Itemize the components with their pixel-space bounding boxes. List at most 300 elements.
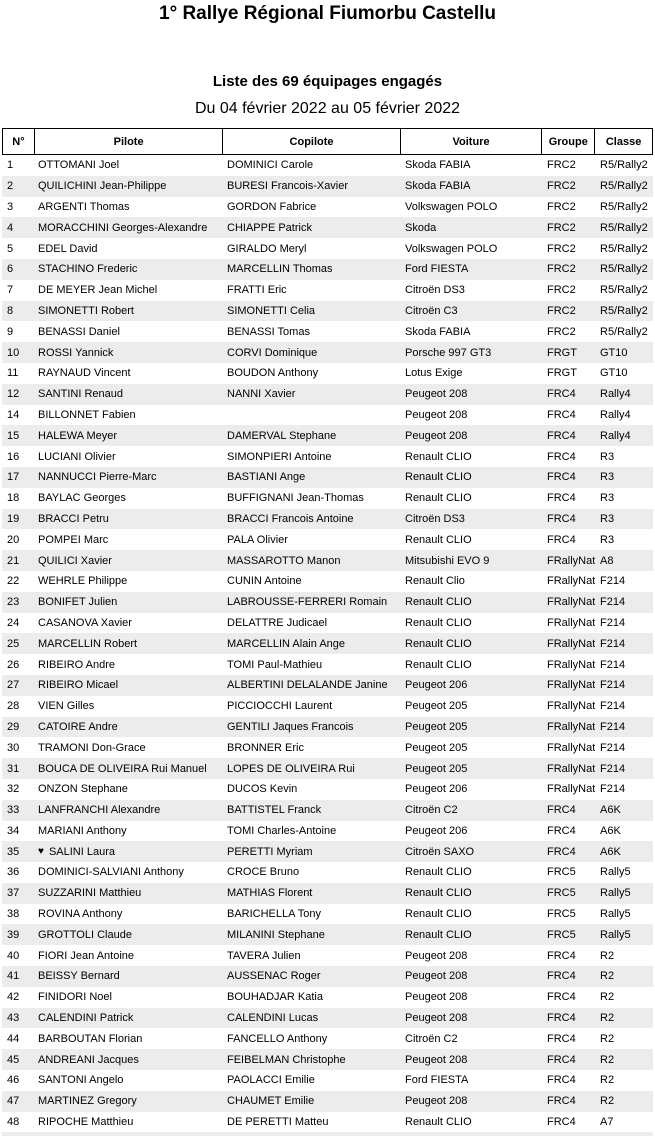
cell-pilote — [33, 263, 222, 275]
cell-classe — [595, 659, 653, 671]
pilote-name: QUILICI Xavier — [38, 554, 112, 567]
pilote-name: POMPEI Marc — [38, 533, 109, 546]
pilote-name: BARBOUTAN Florian — [38, 1032, 143, 1045]
pilote-name: RIBEIRO Andre — [38, 658, 116, 671]
cell-classe — [595, 638, 653, 650]
class-name: Rally4 — [600, 388, 631, 401]
pilote-name: NANNUCCI Pierre-Marc — [38, 471, 157, 484]
cell-number: 34 — [7, 824, 20, 837]
group-name: FRallyNat — [547, 679, 595, 692]
class-name: F214 — [600, 616, 626, 629]
cell-classe — [595, 180, 653, 192]
cell-voiture — [400, 929, 542, 941]
copilote-name: SIMONPIERI Antoine — [227, 450, 332, 463]
cell-voiture — [400, 367, 542, 379]
copilote-name: ALBERTINI DELALANDE Janine — [227, 679, 388, 692]
cell-classe — [595, 388, 653, 400]
cell-groupe — [542, 222, 595, 234]
cell-number: 42 — [7, 991, 20, 1004]
table-row — [2, 425, 653, 446]
cell-groupe — [542, 575, 595, 587]
column-header-voiture: Voiture — [400, 129, 542, 154]
cell-groupe — [542, 180, 595, 192]
group-name: FRallyNat — [547, 637, 595, 650]
cell-copilote — [222, 430, 400, 442]
group-name: FRC2 — [547, 284, 576, 297]
cell-groupe — [542, 659, 595, 671]
cell-copilote — [222, 326, 400, 338]
cell-pilote — [33, 866, 222, 878]
table-row — [2, 945, 653, 966]
group-name: FRGT — [547, 367, 577, 380]
class-name: R3 — [600, 533, 615, 546]
cell-copilote — [222, 638, 400, 650]
class-name: Rally4 — [600, 408, 631, 421]
table-row — [2, 197, 653, 218]
cell-number: 24 — [7, 616, 20, 629]
cell-groupe — [542, 367, 595, 379]
cell-classe — [595, 347, 653, 359]
cell-classe — [595, 1033, 653, 1045]
cell-groupe — [542, 534, 595, 546]
cell-number: 5 — [7, 242, 14, 255]
class-name: Rally4 — [600, 429, 631, 442]
copilote-name: TOMI Charles-Antoine — [227, 824, 337, 837]
table-row — [2, 1049, 653, 1070]
cell-number: 48 — [7, 1116, 20, 1129]
cell-number: 46 — [7, 1074, 20, 1087]
entry-count-subtitle: Liste des 69 équipages engagés — [212, 73, 443, 90]
cell-classe — [595, 534, 653, 546]
cell-voiture — [400, 555, 542, 567]
cell-number: 25 — [7, 637, 20, 650]
cell-number: 45 — [7, 1053, 20, 1066]
group-name: FRC4 — [547, 492, 576, 505]
car-name: Skoda FABIA — [405, 180, 471, 193]
class-name: F214 — [600, 658, 626, 671]
cell-copilote — [222, 804, 400, 816]
cell-number: 18 — [7, 492, 20, 505]
cell-classe — [595, 1095, 653, 1107]
table-row — [2, 1070, 653, 1091]
cell-groupe — [542, 1054, 595, 1066]
cell-groupe — [542, 1012, 595, 1024]
cell-copilote — [222, 950, 400, 962]
cell-pilote — [33, 1054, 222, 1066]
car-name: Renault CLIO — [405, 533, 472, 546]
group-name: FRC5 — [547, 887, 576, 900]
group-name: FRallyNat — [547, 762, 595, 775]
cell-groupe — [542, 887, 595, 899]
class-name: F214 — [600, 596, 626, 609]
cell-pilote — [33, 575, 222, 587]
pilote-name: WEHRLE Philippe — [38, 575, 128, 588]
cell-pilote — [33, 284, 222, 296]
copilote-name: BENASSI Tomas — [227, 325, 310, 338]
copilote-name: FANCELLO Anthony — [227, 1032, 328, 1045]
cell-classe — [595, 617, 653, 629]
cell-copilote — [222, 846, 400, 858]
cell-number: 31 — [7, 762, 20, 775]
cell-groupe — [542, 970, 595, 982]
cell-classe — [595, 679, 653, 691]
car-name: Peugeot 206 — [405, 824, 468, 837]
car-name: Renault CLIO — [405, 908, 472, 921]
pilote-name: MARTINEZ Gregory — [38, 1095, 137, 1108]
pilote-name: STACHINO Frederic — [38, 263, 138, 276]
car-name: Renault CLIO — [405, 928, 472, 941]
class-name: R2 — [600, 1074, 615, 1087]
copilote-name: DELATTRE Judicael — [227, 616, 328, 629]
car-name: Skoda FABIA — [405, 159, 471, 172]
car-name: Porsche 997 GT3 — [405, 346, 492, 359]
car-name: Renault CLIO — [405, 866, 472, 879]
group-name: FRallyNat — [547, 658, 595, 671]
cell-number: 35 — [7, 845, 20, 858]
table-row — [2, 1091, 653, 1112]
class-name: R5/Rally2 — [600, 242, 648, 255]
cell-number: 11 — [7, 367, 19, 380]
pilote-name: SUZZARINI Matthieu — [38, 887, 142, 900]
cell-groupe — [542, 866, 595, 878]
table-row — [2, 1008, 653, 1029]
cell-pilote — [33, 451, 222, 463]
cell-copilote — [222, 1095, 400, 1107]
car-name: Volkswagen POLO — [405, 242, 498, 255]
cell-pilote — [33, 1074, 222, 1086]
cell-groupe — [542, 617, 595, 629]
cell-classe — [595, 305, 653, 317]
cell-voiture — [400, 575, 542, 587]
cell-pilote — [33, 700, 222, 712]
cell-groupe — [542, 1095, 595, 1107]
class-name: F214 — [600, 637, 626, 650]
class-name: R5/Rally2 — [600, 325, 648, 338]
group-name: FRC4 — [547, 1074, 576, 1087]
copilote-name: LABROUSSE-FERRERI Romain — [227, 596, 388, 609]
cell-voiture — [400, 721, 542, 733]
pilote-name: MORACCHINI Georges-Alexandre — [38, 221, 208, 234]
cell-pilote — [33, 513, 222, 525]
cell-pilote — [33, 409, 222, 421]
cell-groupe — [542, 1033, 595, 1045]
cell-pilote — [33, 305, 222, 317]
car-name: Citroën C2 — [405, 1032, 458, 1045]
cell-copilote — [222, 825, 400, 837]
cell-voiture — [400, 471, 542, 483]
cell-classe — [595, 513, 653, 525]
copilote-name: TAVERA Julien — [227, 949, 301, 962]
car-name: Peugeot 208 — [405, 388, 468, 401]
table-row — [2, 238, 653, 259]
cell-pilote — [33, 970, 222, 982]
pilote-name: BEISSY Bernard — [38, 970, 120, 983]
pilote-name: ROSSI Yannick — [38, 346, 114, 359]
cell-voiture — [400, 970, 542, 982]
car-name: Lotus Exige — [405, 367, 463, 380]
cell-pilote — [33, 159, 222, 171]
group-name: FRC4 — [547, 429, 576, 442]
group-name: FRC2 — [547, 304, 576, 317]
class-name: Rally5 — [600, 866, 631, 879]
cell-pilote — [33, 742, 222, 754]
class-name: A7 — [600, 1116, 614, 1129]
cell-groupe — [542, 430, 595, 442]
cell-pilote — [33, 846, 222, 858]
cell-groupe — [542, 679, 595, 691]
car-name: Peugeot 208 — [405, 408, 468, 421]
cell-groupe — [542, 409, 595, 421]
copilote-name: MARCELLIN Thomas — [227, 263, 333, 276]
copilote-name: PICCIOCCHI Laurent — [227, 700, 333, 713]
car-name: Peugeot 208 — [405, 970, 468, 983]
cell-classe — [595, 575, 653, 587]
cell-copilote — [222, 908, 400, 920]
cell-voiture — [400, 388, 542, 400]
cell-copilote — [222, 763, 400, 775]
cell-groupe — [542, 804, 595, 816]
copilote-name: CHIAPPE Patrick — [227, 221, 312, 234]
copilote-name: PAOLACCI Emilie — [227, 1074, 315, 1087]
class-name: R5/Rally2 — [600, 263, 648, 276]
cell-pilote — [33, 659, 222, 671]
cell-copilote — [222, 1074, 400, 1086]
car-name: Peugeot 208 — [405, 1012, 468, 1025]
copilote-name: MARCELLIN Alain Ange — [227, 637, 346, 650]
cell-copilote — [222, 471, 400, 483]
group-name: FRC4 — [547, 824, 576, 837]
cell-groupe — [542, 950, 595, 962]
cell-copilote — [222, 201, 400, 213]
cell-copilote — [222, 721, 400, 733]
cell-number: 44 — [7, 1032, 20, 1045]
copilote-name: CUNIN Antoine — [227, 575, 302, 588]
cell-number: 21 — [7, 554, 20, 567]
copilote-name: GIRALDO Meryl — [227, 242, 307, 255]
car-name: Citroën DS3 — [405, 284, 465, 297]
cell-voiture — [400, 659, 542, 671]
table-row — [2, 342, 653, 363]
car-name: Peugeot 205 — [405, 762, 468, 775]
copilote-name: BURESI Francois-Xavier — [227, 180, 349, 193]
copilote-name: FRATTI Eric — [227, 284, 287, 297]
group-name: FRC4 — [547, 1095, 576, 1108]
column-header-number: N° — [12, 135, 25, 148]
table-row — [2, 924, 653, 945]
pilote-name: ANDREANI Jacques — [38, 1053, 139, 1066]
cell-pilote — [33, 1033, 222, 1045]
table-row — [2, 654, 653, 675]
pilote-name: SALINI Laura — [48, 845, 115, 858]
cell-voiture — [400, 513, 542, 525]
cell-classe — [595, 367, 653, 379]
class-name: A8 — [600, 554, 614, 567]
cell-pilote — [33, 222, 222, 234]
cell-voiture — [400, 430, 542, 442]
cell-voiture — [400, 1095, 542, 1107]
table-row — [2, 592, 653, 613]
cell-pilote — [33, 243, 222, 255]
copilote-name: BRACCI Francois Antoine — [227, 512, 354, 525]
cell-classe — [595, 1012, 653, 1024]
cell-number: 26 — [7, 658, 20, 671]
group-name: FRC2 — [547, 200, 576, 213]
table-row — [2, 675, 653, 696]
cell-voiture — [400, 1074, 542, 1086]
group-name: FRallyNat — [547, 720, 595, 733]
cell-copilote — [222, 679, 400, 691]
cell-groupe — [542, 742, 595, 754]
cell-copilote — [222, 222, 400, 234]
cell-voiture — [400, 991, 542, 1003]
cell-pilote — [33, 180, 222, 192]
table-row — [2, 841, 653, 862]
cell-groupe — [542, 991, 595, 1003]
cell-pilote — [33, 534, 222, 546]
cell-voiture — [400, 305, 542, 317]
class-name: R5/Rally2 — [600, 200, 648, 213]
table-row — [2, 509, 653, 530]
class-name: R2 — [600, 970, 615, 983]
table-row — [2, 987, 653, 1008]
pilote-name: CASANOVA Xavier — [38, 616, 132, 629]
pilote-name: BOUCA DE OLIVEIRA Rui Manuel — [38, 762, 207, 775]
group-name: FRC4 — [547, 388, 576, 401]
copilote-name: BOUDON Anthony — [227, 367, 319, 380]
table-row — [2, 488, 653, 509]
copilote-name: NANNI Xavier — [227, 388, 296, 401]
cell-voiture — [400, 263, 542, 275]
cell-groupe — [542, 326, 595, 338]
car-name: Renault CLIO — [405, 492, 472, 505]
pilote-name: BILLONNET Fabien — [38, 408, 136, 421]
cell-classe — [595, 763, 653, 775]
cell-pilote — [33, 887, 222, 899]
cell-copilote — [222, 388, 400, 400]
cell-number: 30 — [7, 741, 20, 754]
pilote-name: MARCELLIN Robert — [38, 637, 138, 650]
column-header-classe: Classe — [594, 129, 652, 154]
class-name: R5/Rally2 — [600, 180, 648, 193]
female-crew-icon: ♥ — [38, 845, 44, 857]
cell-number: 40 — [7, 949, 20, 962]
cell-groupe — [542, 700, 595, 712]
cell-number: 10 — [7, 346, 20, 359]
cell-number: 23 — [7, 596, 20, 609]
cell-groupe — [542, 305, 595, 317]
cell-classe — [595, 201, 653, 213]
cell-pilote — [33, 430, 222, 442]
cell-voiture — [400, 1054, 542, 1066]
pilote-name: SIMONETTI Robert — [38, 304, 134, 317]
class-name: R3 — [600, 471, 615, 484]
cell-copilote — [222, 159, 400, 171]
class-name: R5/Rally2 — [600, 284, 648, 297]
car-name: Citroën SAXO — [405, 845, 475, 858]
copilote-name: PALA Olivier — [227, 533, 288, 546]
group-name: FRC2 — [547, 242, 576, 255]
cell-pilote — [33, 492, 222, 504]
cell-number: 33 — [7, 804, 20, 817]
cell-groupe — [542, 1074, 595, 1086]
car-name: Peugeot 205 — [405, 700, 468, 713]
cell-classe — [595, 804, 653, 816]
group-name: FRallyNat — [547, 616, 595, 629]
cell-classe — [595, 596, 653, 608]
group-name: FRC4 — [547, 450, 576, 463]
cell-groupe — [542, 451, 595, 463]
cell-classe — [595, 783, 653, 795]
copilote-name: MATHIAS Florent — [227, 887, 313, 900]
entry-table — [2, 128, 653, 1136]
copilote-name: CALENDINI Lucas — [227, 1012, 319, 1025]
class-name: A6K — [600, 845, 621, 858]
pilote-name: QUILICHINI Jean-Philippe — [38, 180, 167, 193]
car-name: Peugeot 208 — [405, 1095, 468, 1108]
copilote-name: SIMONETTI Celia — [227, 304, 316, 317]
copilote-name: DAMERVAL Stephane — [227, 429, 337, 442]
cell-copilote — [222, 263, 400, 275]
cell-pilote — [33, 1012, 222, 1024]
table-row — [2, 405, 653, 426]
cell-pilote — [33, 347, 222, 359]
cell-pilote — [33, 950, 222, 962]
cell-groupe — [542, 284, 595, 296]
pilote-name: BENASSI Daniel — [38, 325, 120, 338]
table-row — [2, 301, 653, 322]
cell-number: 7 — [7, 284, 14, 297]
cell-number: 32 — [7, 783, 20, 796]
copilote-name: TOMI Paul-Mathieu — [227, 658, 323, 671]
car-name: Peugeot 206 — [405, 783, 468, 796]
group-name: FRC4 — [547, 845, 576, 858]
cell-voiture — [400, 700, 542, 712]
cell-number: 9 — [7, 325, 14, 338]
car-name: Renault CLIO — [405, 596, 472, 609]
table-row — [2, 821, 653, 842]
car-name: Skoda FABIA — [405, 325, 471, 338]
cell-voiture — [400, 201, 542, 213]
cell-classe — [595, 1054, 653, 1066]
cell-voiture — [400, 846, 542, 858]
pilote-name: RIPOCHE Matthieu — [38, 1116, 134, 1129]
cell-groupe — [542, 201, 595, 213]
table-body — [2, 155, 653, 1132]
cell-copilote — [222, 1054, 400, 1066]
cell-classe — [595, 492, 653, 504]
table-row — [2, 696, 653, 717]
pilote-name: OTTOMANI Joel — [38, 159, 120, 172]
car-name: Citroën C3 — [405, 304, 458, 317]
table-row — [2, 467, 653, 488]
copilote-name: FEIBELMAN Christophe — [227, 1053, 346, 1066]
car-name: Peugeot 208 — [405, 991, 468, 1004]
cell-pilote — [33, 367, 222, 379]
car-name: Peugeot 206 — [405, 679, 468, 692]
cell-groupe — [542, 1116, 595, 1128]
car-name: Citroën C2 — [405, 804, 458, 817]
pilote-name: LANFRANCHI Alexandre — [38, 804, 161, 817]
group-name: FRC4 — [547, 408, 576, 421]
copilote-name: BASTIANI Ange — [227, 471, 306, 484]
cell-pilote — [33, 783, 222, 795]
pilote-name: RAYNAUD Vincent — [38, 367, 131, 380]
cell-pilote — [33, 1116, 222, 1128]
cell-voiture — [400, 617, 542, 629]
pilote-name: RIBEIRO Micael — [38, 679, 119, 692]
cell-copilote — [222, 243, 400, 255]
pilote-name: TRAMONI Don-Grace — [38, 741, 146, 754]
